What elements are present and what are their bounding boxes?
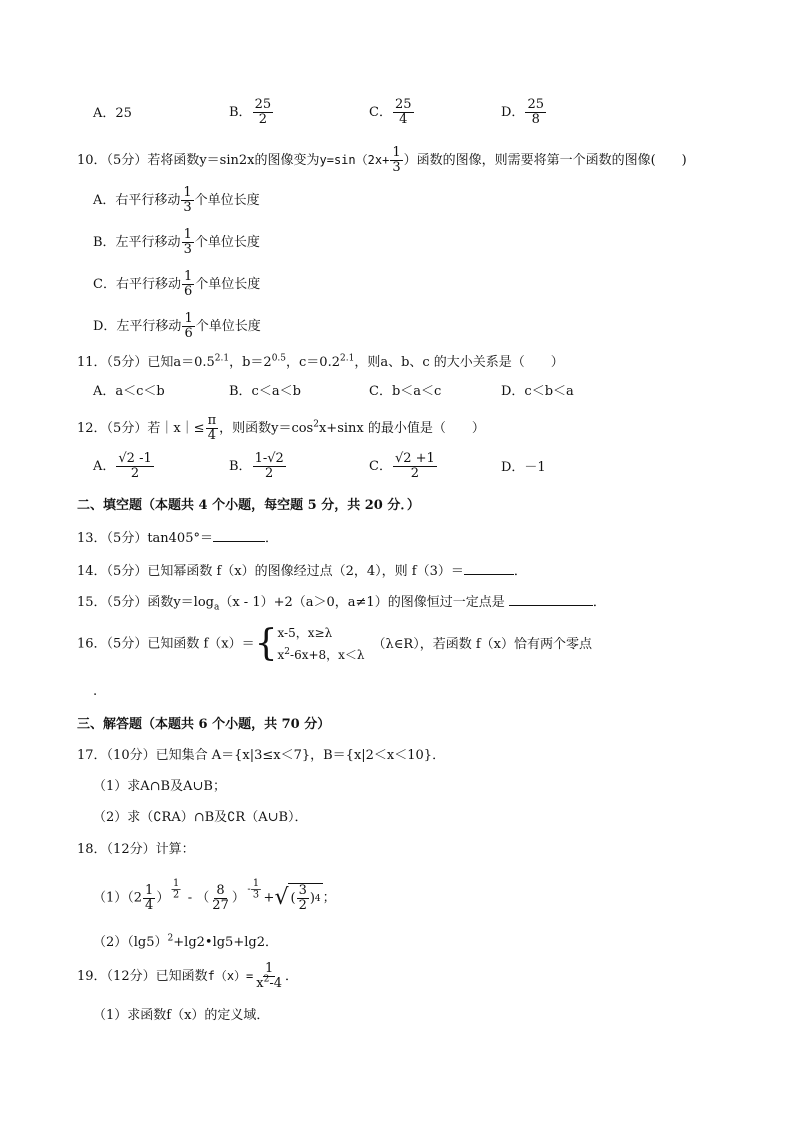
q18-part-2: $(2)(\lg 5)^2+\lg 2•\lg 5+\lg 2$． (93, 933, 278, 950)
q9-option-d: D． $\frac{25}{8}$ (501, 97, 544, 127)
q12-option-d: D．－1 (501, 460, 546, 475)
q16-brace: { (254, 623, 278, 664)
q18-square-root: √ ( $\frac{3}{2}$ ) 4 (274, 883, 321, 913)
q17-stem: 17．（10分）已知集合 A＝{x|3≤x＜7}，B＝{x|2＜x＜10}． (77, 748, 446, 763)
q10-option-d: D．左平行移动 $\frac{1}{6}$ 个单位长度 (93, 311, 261, 341)
q9-option-b: B． $\frac{25}{2}$ (229, 97, 272, 127)
q17-part-1: （1）求A∩B及A∪B； (93, 779, 226, 794)
q19-stem: 19．（12分）已知函数f（x）= $\frac{1}{x^2-4}$ ． (77, 961, 299, 991)
q12-stem: 12．（5分）若｜x｜≤ $\frac{\pi}{4}$ ，则函数$y=\cos^2x+\sin x$ 的最小值是（ ） (77, 413, 485, 443)
section-heading-fill-in: 二、填空题（本题共 4 个小题，每空题 5 分，共 20 分．） (77, 498, 420, 513)
q11-option-c: C．b＜a＜c (369, 384, 442, 399)
q11-option-b: B．c＜a＜b (229, 384, 301, 399)
q16-stem: 16．（5分）已知函数 f（x）＝{ x-5，x≥λ $x^2-6x+8$，x＜λ （λ∈R），若函数 f（x）恰有两个零点 (77, 623, 592, 664)
q14: 14．（5分）已知幂函数 f（x）的图像经过点（2，4），则 f（3）＝ ． (77, 564, 527, 579)
q18-stem: 18．（12分）计算： (77, 842, 195, 857)
q9-option-a: A．25 (93, 106, 132, 121)
q14-answer-blank[interactable] (464, 562, 514, 575)
q16-cases: x-5，x≥λ $x^2-6x+8$，x＜λ (277, 626, 365, 662)
q15: 15．（5分）函数$y=\log_a(x - 1)+2(a>0$，a≠1）的图像恒过一定点是 ． (77, 595, 606, 613)
q18-part-1: （1）（2 $\frac{1}{4}$ ） $\frac{1}{2}$ - （ $\frac{8}{27}$ ） - $\frac{1}{3}$ + √ ( $\frac{3}{2}$ ) 4 ； (93, 877, 336, 913)
q19-part-1: （1）求函数f（x）的定义域． (93, 1008, 270, 1023)
q11-option-a: A．a＜c＜b (93, 384, 165, 399)
q12-option-a: A． $\frac{√2 -1}{2}$ (93, 451, 152, 481)
q12-option-c: C． $\frac{√2 +1}{2}$ (369, 451, 435, 481)
section-heading-solutions: 三、解答题（本题共 6 个小题，共 70 分） (77, 717, 331, 732)
q10-stem: 10．（5分）若将函数y＝sin2x的图像变为y=sin（2x+ $\frac{1}{3}$ ）函数的图像，则需要将第一个函数的图像( ) (77, 145, 687, 175)
q13-answer-blank[interactable] (213, 529, 265, 542)
q12-option-b: B． $\frac{1-√2}{2}$ (229, 451, 284, 481)
q10-option-c: C．右平行移动 $\frac{1}{6}$ 个单位长度 (93, 269, 261, 299)
q13: 13．（5分）tan405°＝ ． (77, 531, 278, 546)
q9-option-c: C． $\frac{25}{4}$ (369, 97, 412, 127)
q10-option-b: B．左平行移动 $\frac{1}{3}$ 个单位长度 (93, 227, 260, 257)
q10-option-a: A．右平行移动 $\frac{1}{3}$ 个单位长度 (93, 185, 260, 215)
q16-tail: . (93, 684, 98, 699)
q11-option-d: D．c＜b＜a (501, 384, 574, 399)
q11-stem: 11．（5分）已知$a=0.5^{2.1}$，$b=2^{0.5}$，$c=0.2^{2.1}$，则a、b、c 的大小关系是（ ） (77, 353, 564, 370)
q17-part-2: （2）求（∁RA）∩B及∁R（A∪B）． (93, 810, 308, 825)
q15-answer-blank[interactable] (509, 593, 593, 606)
